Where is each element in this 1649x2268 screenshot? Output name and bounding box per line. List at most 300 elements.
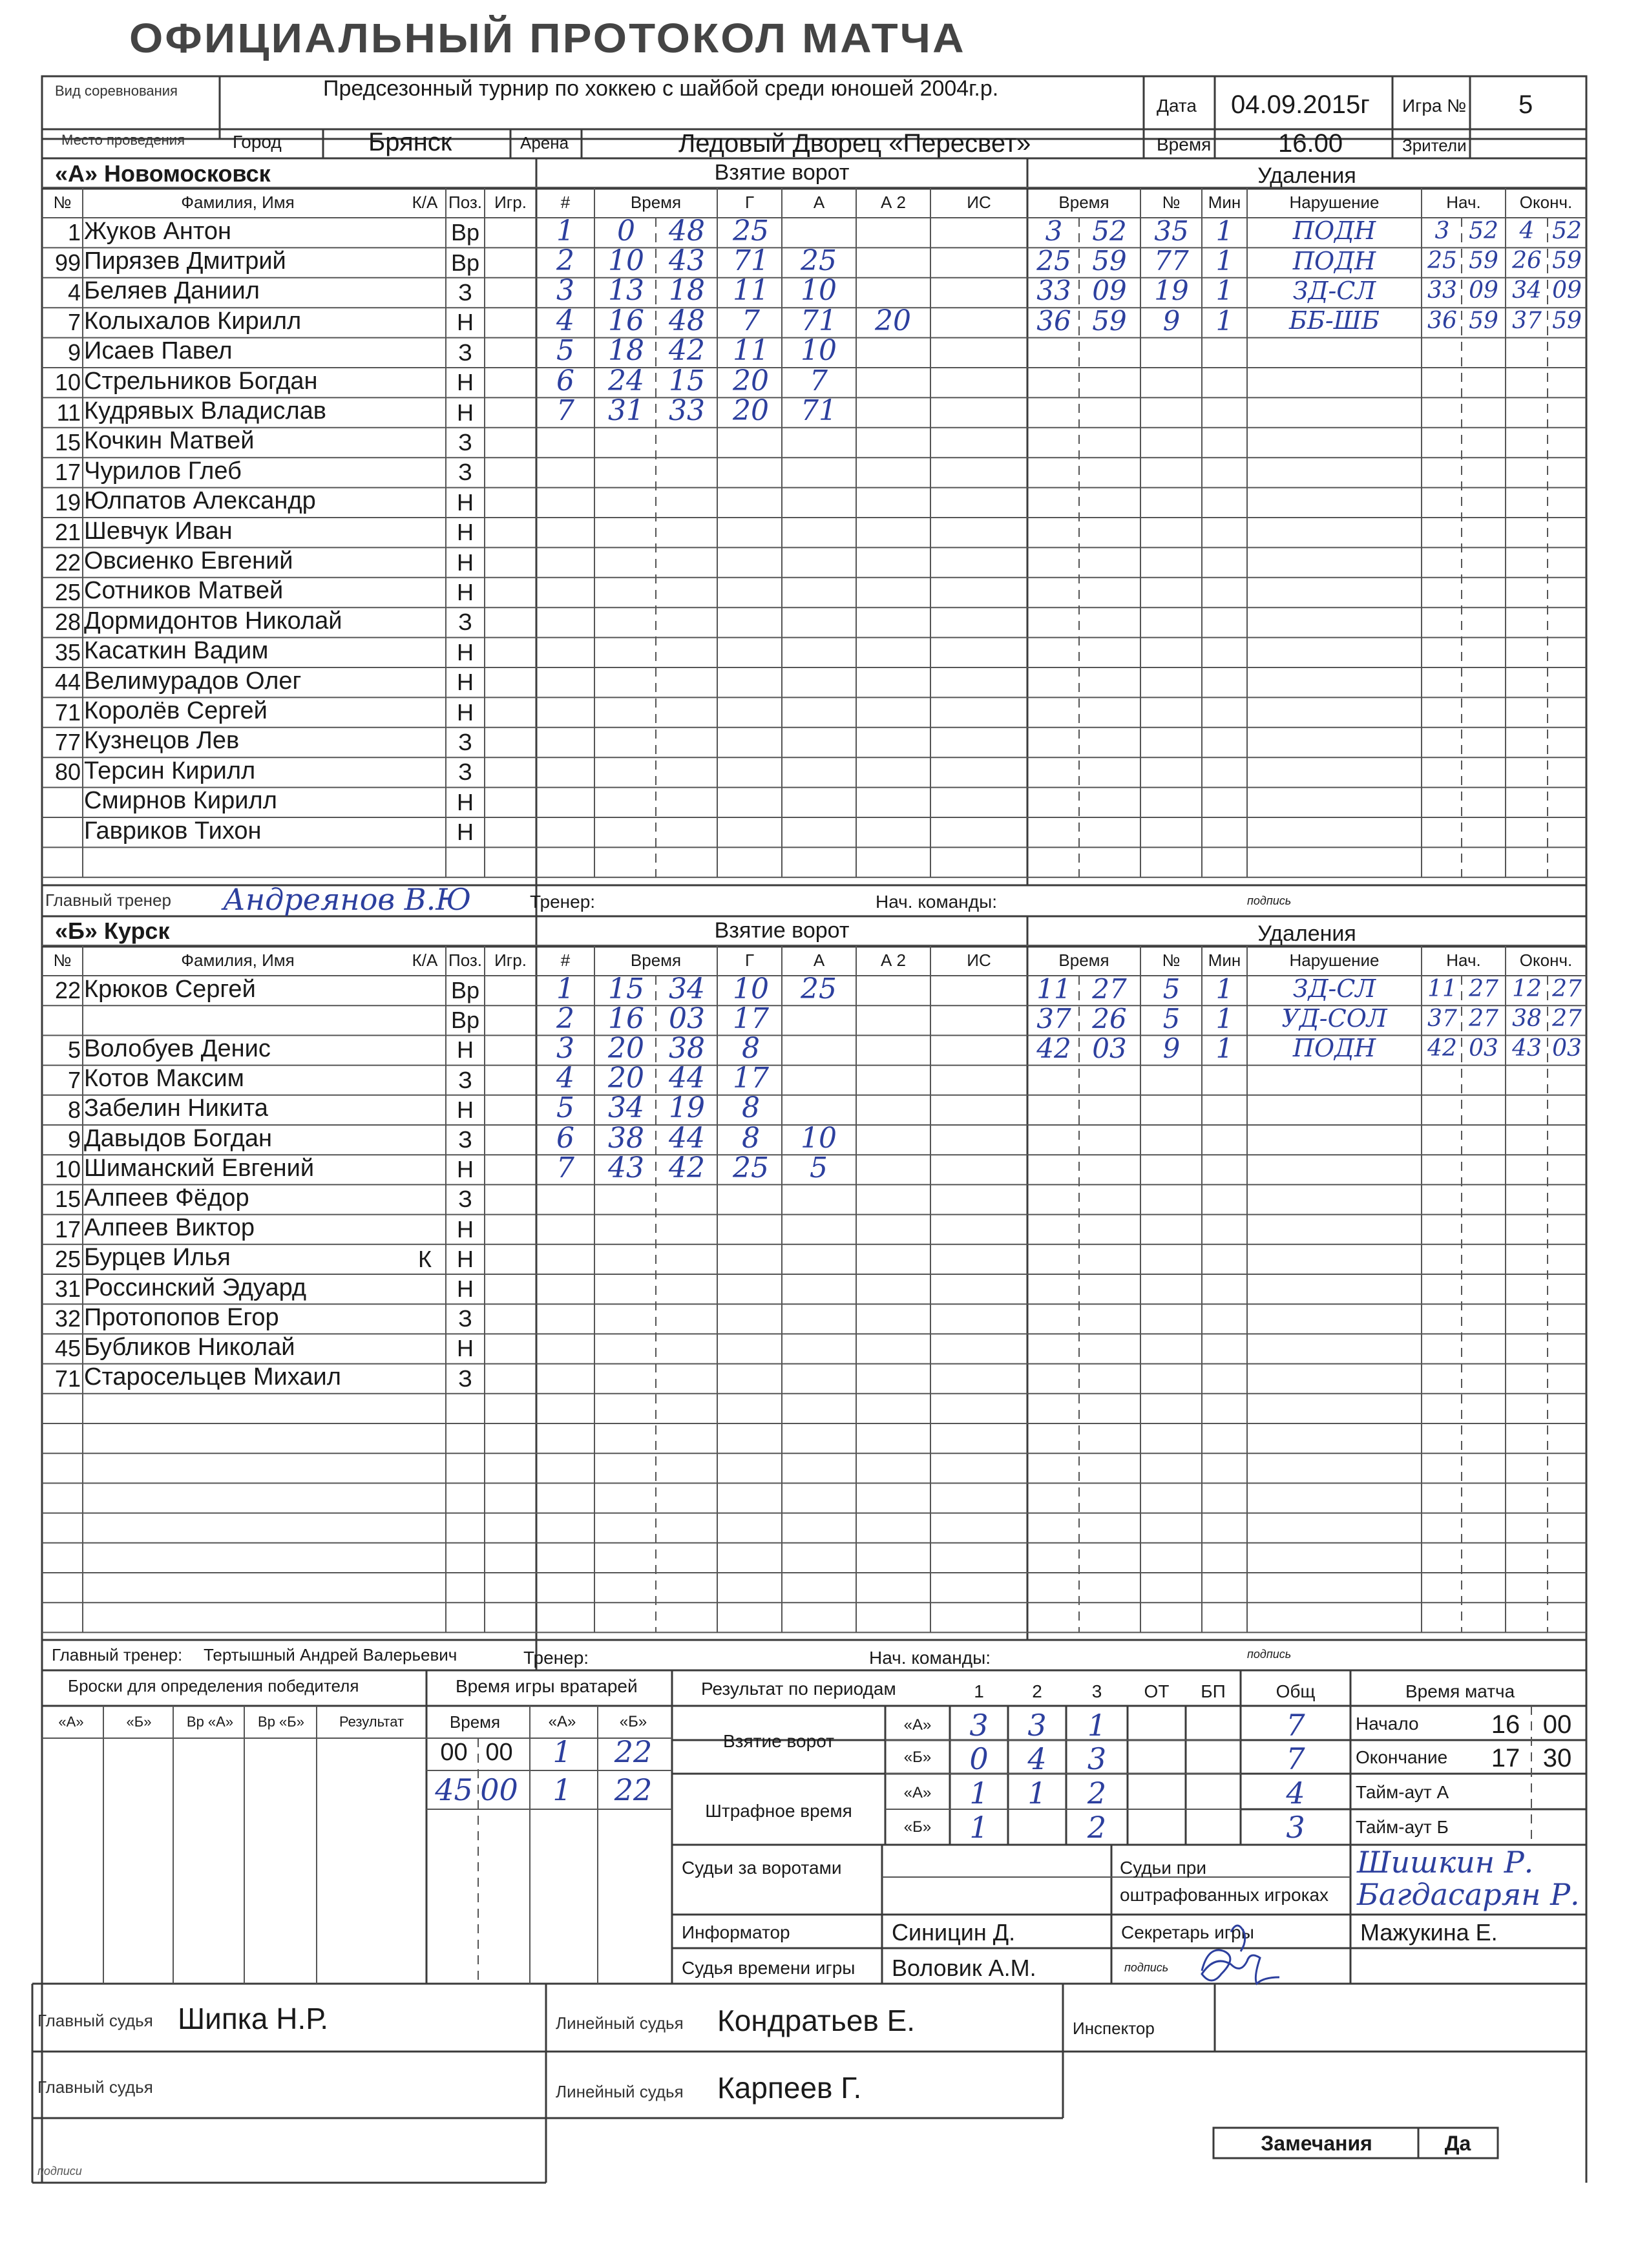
col-header-penalty-minutes: Мин <box>1208 950 1241 970</box>
penalty-judge-1: Шишкин Р. <box>1357 1845 1534 1880</box>
team-a-chief-label: Нач. команды: <box>876 892 997 912</box>
goalie-time-col-b: «Б» <box>619 1713 647 1730</box>
period-value-pen-a: 2 <box>1087 1777 1107 1809</box>
goal-second: 38 <box>669 1031 705 1065</box>
goal-assist-2 <box>857 214 929 247</box>
player-captain-flag <box>404 1005 446 1035</box>
goal-scorer: 25 <box>733 214 769 247</box>
goal-number: 3 <box>556 1031 574 1065</box>
player-position: Н <box>457 309 474 336</box>
penalty-player: 5 <box>1162 972 1181 1005</box>
period-value-goals-a: 3 <box>1027 1709 1047 1741</box>
goal-assist-1: 10 <box>801 274 837 308</box>
player-name: Давыдов Богдан <box>84 1124 272 1152</box>
player-name: Алпеев Фёдор <box>84 1184 249 1212</box>
goal-number: 5 <box>556 1091 574 1125</box>
team-a-signature-label: подпись <box>1247 894 1292 907</box>
player-position: Н <box>457 1036 474 1064</box>
penalty-second: 52 <box>1092 215 1127 247</box>
player-position: З <box>458 1066 472 1093</box>
col-header-number: № <box>53 950 72 970</box>
col-header-name: Фамилия, Имя <box>181 950 295 970</box>
team-b-chief-label: Нач. команды: <box>869 1648 991 1668</box>
player-number: 71 <box>54 698 81 726</box>
player-number: 4 <box>67 278 81 306</box>
goal-scorer: 11 <box>733 334 769 368</box>
penalty-minutes: 1 <box>1215 1002 1234 1034</box>
goalie-time-col-a: «А» <box>548 1713 576 1730</box>
col-header-goal-number: # <box>560 950 571 970</box>
period-value-goals-a: 3 <box>969 1709 989 1741</box>
match-start-hour: 16 <box>1491 1710 1520 1739</box>
goal-assist-2: 20 <box>875 304 911 337</box>
player-name: Алпеев Виктор <box>84 1214 255 1242</box>
goal-second: 48 <box>669 304 705 337</box>
penalty-infraction: ЗД-СЛ <box>1292 974 1376 1003</box>
col-header-goal-scorer: Г <box>744 192 755 212</box>
goalie-row-2-a: 1 <box>552 1774 572 1806</box>
player-name: Шевчук Иван <box>84 517 233 545</box>
period-col-1: 1 <box>974 1681 984 1701</box>
player-name: Крюков Сергей <box>84 975 256 1003</box>
penalty-start-min: 25 <box>1427 247 1457 275</box>
arena-label: Арена <box>520 133 569 152</box>
penalty-player: 9 <box>1162 304 1181 337</box>
player-number: 15 <box>54 428 81 456</box>
player-number: 10 <box>54 369 81 396</box>
match-date: 04.09.2015г <box>1231 90 1370 119</box>
goal-assist-1: 5 <box>810 1151 828 1184</box>
period-value-goals-b <box>1186 1743 1241 1775</box>
player-number: 9 <box>67 1126 81 1153</box>
player-captain-flag <box>404 976 446 1005</box>
player-name: Жуков Антон <box>84 217 232 245</box>
informer: Синицин Д. <box>892 1919 1016 1946</box>
periods-pen-team-a-label: «А» <box>903 1784 932 1801</box>
goal-assist-2 <box>857 1091 929 1125</box>
player-name: Дормидонтов Николай <box>84 607 342 635</box>
player-number: 28 <box>54 609 81 636</box>
goal-assist-2 <box>857 244 929 277</box>
period-value-goals-a: 7 <box>1286 1709 1305 1741</box>
goal-minute: 0 <box>617 214 635 247</box>
period-value-goals-a <box>1128 1709 1186 1741</box>
remarks-label: Замечания <box>1261 2131 1372 2155</box>
periods-pen-team-b-label: «Б» <box>903 1818 932 1836</box>
goal-scorer: 71 <box>733 244 769 278</box>
player-position: З <box>458 609 472 636</box>
team-a-coach: Андреянов В.Ю <box>223 882 472 917</box>
goal-assist-1: 25 <box>801 244 837 278</box>
penalty-infraction: ЗД-СЛ <box>1292 276 1376 305</box>
goal-second: 43 <box>669 244 705 278</box>
period-col-5: БП <box>1201 1681 1226 1701</box>
player-number: 25 <box>54 1245 81 1272</box>
col-header-name: Фамилия, Имя <box>181 192 295 212</box>
period-value-pen-b: 2 <box>1087 1811 1107 1843</box>
goal-assist-1: 7 <box>810 364 828 397</box>
head-ref-label-2: Главный судья <box>37 2077 153 2097</box>
goal-assist-2 <box>857 334 929 368</box>
goalie-row-1-b: 22 <box>614 1737 653 1766</box>
col-header-penalty-end: Оконч. <box>1519 192 1573 212</box>
player-number: 22 <box>54 549 81 576</box>
inspector-label: Инспектор <box>1073 2019 1155 2038</box>
shootout-col-a: «А» <box>58 1714 84 1730</box>
goal-assist-2 <box>857 1002 929 1035</box>
player-position: З <box>458 428 472 456</box>
period-col-4: ОТ <box>1144 1681 1170 1701</box>
player-name: Шиманский Евгений <box>84 1154 315 1182</box>
player-captain-flag <box>404 518 446 547</box>
penalty-end-sec: 27 <box>1552 975 1582 1002</box>
player-captain-flag <box>404 308 446 337</box>
penalty-judges-label: Судьи при оштрафованных игроках <box>1120 1858 1329 1905</box>
penalty-minute: 33 <box>1036 275 1071 307</box>
player-position: З <box>458 459 472 486</box>
player-number: 8 <box>67 1096 81 1123</box>
penalty-infraction: УД-СОЛ <box>1281 1004 1387 1033</box>
match-end-minute: 30 <box>1542 1743 1572 1772</box>
col-header-assist-2: А 2 <box>880 950 907 970</box>
penalty-infraction: ПОДН <box>1292 1034 1376 1063</box>
goal-assist-1 <box>783 1062 854 1095</box>
player-position: Н <box>457 488 474 516</box>
penalty-minutes: 1 <box>1215 304 1234 337</box>
player-number: 44 <box>54 669 81 696</box>
period-value-pen-a <box>1128 1777 1186 1809</box>
goalie-row-2-ss: 00 <box>480 1774 518 1806</box>
penalty-minute: 37 <box>1036 1002 1071 1034</box>
player-number: 77 <box>54 728 81 755</box>
penalty-minutes: 1 <box>1215 275 1234 307</box>
period-value-pen-a: 4 <box>1286 1777 1305 1809</box>
col-header-penalty-time: Время <box>1058 950 1109 970</box>
penalty-end-sec: 52 <box>1552 217 1582 244</box>
player-position: З <box>458 1186 472 1213</box>
goal-judges-label: Судьи за воротами <box>682 1858 842 1878</box>
team-b-trainer-label: Тренер: <box>523 1648 589 1668</box>
team-b-coach: Тертышный Андрей Валерьевич <box>204 1645 457 1664</box>
penalties-section-title: Удаления <box>1257 163 1356 188</box>
player-position: З <box>458 339 472 366</box>
goal-second: 42 <box>669 1151 705 1184</box>
goal-scorer: 10 <box>733 972 769 1005</box>
goal-assist-2 <box>857 1121 929 1155</box>
penalty-player: 19 <box>1154 275 1189 307</box>
goal-second: 18 <box>669 274 705 308</box>
player-captain-flag <box>404 428 446 457</box>
player-number <box>42 1005 81 1035</box>
player-position: З <box>458 1126 472 1153</box>
match-time: 16.00 <box>1278 129 1343 158</box>
player-number: 11 <box>56 399 81 426</box>
col-header-position: Поз. <box>448 950 482 970</box>
col-header-assist-1: А <box>813 950 825 970</box>
player-number <box>42 817 81 847</box>
period-value-goals-b: 7 <box>1286 1743 1305 1775</box>
penalty-start-sec: 09 <box>1469 277 1498 304</box>
player-captain-flag <box>404 397 446 427</box>
goal-number: 2 <box>556 244 574 278</box>
penalty-end-min: 38 <box>1512 1005 1542 1032</box>
goal-scorer: 17 <box>733 1002 769 1035</box>
player-captain-flag <box>404 728 446 757</box>
player-number: 7 <box>67 1066 81 1093</box>
player-name: Касаткин Вадим <box>84 637 269 665</box>
goal-number: 6 <box>556 1121 574 1155</box>
penalty-infraction: ПОДН <box>1292 246 1376 275</box>
match-end-label: Окончание <box>1356 1747 1448 1767</box>
player-position: Н <box>457 519 474 546</box>
player-captain-flag <box>404 697 446 727</box>
col-header-goal-number: # <box>560 192 571 212</box>
player-name: Гавриков Тихон <box>84 817 262 845</box>
goal-assist-2 <box>857 1151 929 1184</box>
goal-assist-1 <box>783 1031 854 1065</box>
player-name: Терсин Кирилл <box>84 757 256 784</box>
goal-minute: 18 <box>608 334 644 368</box>
goals-section-title: Взятие ворот <box>714 918 850 943</box>
player-name <box>84 1004 446 1034</box>
game-number: 5 <box>1518 90 1533 119</box>
goal-scorer: 8 <box>742 1121 760 1155</box>
player-captain-flag <box>404 667 446 697</box>
goalie-time-col-time: Время <box>449 1712 501 1732</box>
penalty-start-sec: 59 <box>1469 307 1498 334</box>
penalty-infraction: ПОДН <box>1292 216 1376 246</box>
goal-minute: 20 <box>608 1062 644 1095</box>
game-number-label: Игра № <box>1402 96 1467 116</box>
period-value-goals-b: 3 <box>1087 1743 1107 1775</box>
secretary: Мажукина Е. <box>1360 1919 1498 1946</box>
player-name: Юлпатов Александр <box>84 487 316 515</box>
penalty-start-sec: 27 <box>1469 975 1498 1002</box>
player-number: 19 <box>54 488 81 516</box>
player-number: 99 <box>54 249 81 276</box>
team-a-trainer-label: Тренер: <box>530 892 596 912</box>
player-position: Н <box>457 788 474 815</box>
goal-number: 6 <box>556 364 574 397</box>
goal-second: 03 <box>669 1002 705 1035</box>
player-number: 15 <box>54 1186 81 1213</box>
goal-assist-2 <box>857 1062 929 1095</box>
team-b-signature-label: подпись <box>1247 1648 1292 1661</box>
player-position: Вр <box>450 249 480 276</box>
player-number: 10 <box>54 1156 81 1183</box>
player-captain-flag: К <box>418 1245 432 1272</box>
player-captain-flag <box>404 1215 446 1244</box>
period-value-pen-b <box>1186 1811 1241 1843</box>
goalie-row-1-ss: 00 <box>485 1739 513 1766</box>
player-position: З <box>458 278 472 306</box>
penalty-minutes: 1 <box>1215 215 1234 247</box>
player-captain-flag <box>404 1095 446 1125</box>
player-name: Старосельцев Михаил <box>84 1363 341 1391</box>
remarks-value: Да <box>1444 2131 1471 2155</box>
player-position: Н <box>457 698 474 726</box>
secretary-label: Секретарь игры <box>1121 1922 1254 1942</box>
goal-number: 4 <box>556 1062 574 1095</box>
penalty-start-min: 11 <box>1427 975 1457 1002</box>
goal-scorer: 8 <box>742 1031 760 1065</box>
goal-number: 1 <box>556 214 574 247</box>
goal-scorer: 25 <box>733 1151 769 1184</box>
goal-scorer: 8 <box>742 1091 760 1125</box>
player-number <box>42 788 81 817</box>
player-number: 32 <box>54 1305 81 1332</box>
player-position: З <box>458 1365 472 1392</box>
goal-assist-1 <box>783 1002 854 1035</box>
goalie-row-1-mm: 00 <box>440 1739 468 1766</box>
goal-second: 34 <box>669 972 705 1005</box>
penalty-end-min: 34 <box>1512 277 1542 304</box>
penalty-minute: 11 <box>1036 972 1071 1005</box>
goal-second: 48 <box>669 214 705 247</box>
date-label: Дата <box>1157 96 1197 116</box>
goal-scorer: 20 <box>733 364 769 397</box>
goal-second: 33 <box>669 394 705 428</box>
player-number: 21 <box>54 519 81 546</box>
col-header-assist-2: А 2 <box>880 192 907 212</box>
period-value-goals-b: 4 <box>1027 1743 1047 1775</box>
player-name: Бурцев Илья <box>84 1244 231 1272</box>
player-number: 17 <box>54 459 81 486</box>
goal-assist-1: 71 <box>801 304 837 337</box>
player-captain-flag <box>404 1274 446 1304</box>
goal-minute: 16 <box>608 1002 644 1035</box>
penalty-end-min: 37 <box>1512 307 1542 334</box>
goal-assist-2 <box>857 1031 929 1065</box>
player-captain-flag <box>404 368 446 397</box>
player-position: Н <box>457 399 474 426</box>
player-captain-flag <box>404 1364 446 1394</box>
player-number: 80 <box>54 759 81 786</box>
player-name: Велимурадов Олег <box>84 667 302 695</box>
player-number: 22 <box>54 977 81 1004</box>
goal-minute: 43 <box>608 1151 644 1184</box>
player-number: 7 <box>67 309 81 336</box>
player-number: 35 <box>54 638 81 666</box>
player-captain-flag <box>404 547 446 577</box>
penalty-second: 59 <box>1092 304 1127 337</box>
competition-name: Предсезонный турнир по хоккею с шайбой среди юношей 2004г.р. <box>323 76 999 101</box>
penalty-start-min: 3 <box>1434 217 1450 244</box>
timekeeper-label: Судья времени игры <box>682 1958 856 1978</box>
player-name: Кузнецов Лев <box>84 727 240 755</box>
col-header-penalty-player: № <box>1162 192 1181 212</box>
linesman-2: Карпеев Г. <box>717 2071 862 2105</box>
goal-assist-2 <box>857 274 929 308</box>
penalty-second: 26 <box>1092 1002 1127 1034</box>
player-number: 1 <box>67 219 81 246</box>
player-position: Н <box>457 819 474 846</box>
player-position: З <box>458 759 472 786</box>
player-captain-flag <box>404 488 446 518</box>
goal-minute: 15 <box>608 972 644 1005</box>
goal-number: 4 <box>556 304 574 337</box>
goal-number: 7 <box>556 394 574 428</box>
penalty-second: 09 <box>1092 275 1127 307</box>
penalty-end-min: 26 <box>1512 247 1542 275</box>
goal-second: 44 <box>669 1121 705 1155</box>
periods-title: Результат по периодам <box>701 1679 896 1699</box>
period-value-pen-a: 1 <box>969 1777 989 1809</box>
col-header-games: Игр. <box>494 950 527 970</box>
penalty-start-min: 42 <box>1427 1034 1457 1062</box>
player-name: Чурилов Глеб <box>84 457 242 485</box>
signatures-label: подписи <box>37 2165 82 2178</box>
player-captain-flag <box>404 457 446 487</box>
player-name: Кочкин Матвей <box>84 427 255 455</box>
goal-minute: 34 <box>608 1091 644 1125</box>
player-position: З <box>458 728 472 755</box>
goal-second: 19 <box>669 1091 705 1125</box>
goal-scorer: 17 <box>733 1062 769 1095</box>
shootout-col-b: «Б» <box>126 1714 152 1730</box>
col-header-penalty-end: Оконч. <box>1519 950 1573 970</box>
period-value-goals-b <box>1128 1743 1186 1775</box>
col-header-infraction: Нарушение <box>1289 192 1380 212</box>
player-name: Овсиенко Евгений <box>84 547 293 575</box>
penalty-minutes: 1 <box>1215 1032 1234 1064</box>
col-header-goal-time: Время <box>630 192 682 212</box>
player-name: Стрельников Богдан <box>84 367 318 395</box>
goal-minute: 13 <box>608 274 644 308</box>
col-header-number: № <box>53 192 72 212</box>
goalie-row-2-b: 22 <box>614 1774 653 1806</box>
col-header-ka: К/А <box>412 950 438 970</box>
penalty-start-sec: 52 <box>1469 217 1498 244</box>
penalty-start-min: 33 <box>1427 277 1457 304</box>
goal-assist-2 <box>857 364 929 397</box>
shootout-col-result: Результат <box>339 1714 404 1730</box>
goal-second: 42 <box>669 334 705 368</box>
col-header-is: ИС <box>967 192 991 212</box>
penalty-minute: 36 <box>1036 304 1071 337</box>
player-position: Вр <box>450 977 480 1004</box>
goal-second: 44 <box>669 1062 705 1095</box>
period-col-3: 3 <box>1091 1681 1102 1701</box>
col-header-assist-1: А <box>813 192 825 212</box>
venue-label: Место проведения <box>61 132 185 148</box>
periods-goals-team-a-label: «А» <box>903 1716 932 1734</box>
player-number: 5 <box>67 1036 81 1064</box>
penalty-end-min: 4 <box>1519 217 1535 244</box>
timekeeper: Воловик А.М. <box>892 1955 1036 1981</box>
penalty-end-sec: 03 <box>1552 1034 1582 1062</box>
player-name: Сотников Матвей <box>84 577 284 605</box>
team-b-coach-label: Главный тренер: <box>52 1645 183 1664</box>
secretary-signature-label: подпись <box>1124 1961 1169 1974</box>
penalty-minute: 25 <box>1036 245 1071 277</box>
goal-assist-1: 10 <box>801 1121 837 1155</box>
goal-minute: 16 <box>608 304 644 337</box>
player-position: Н <box>457 1276 474 1303</box>
goal-assist-2 <box>857 972 929 1005</box>
player-name: Забелин Никита <box>84 1095 268 1122</box>
penalty-judge-2: Багдасарян Р. <box>1357 1877 1580 1912</box>
goal-assist-1 <box>783 1091 854 1125</box>
penalty-minutes: 1 <box>1215 972 1234 1005</box>
penalty-second: 27 <box>1092 972 1127 1005</box>
linesman-label-2: Линейный судья <box>556 2082 684 2101</box>
penalty-player: 77 <box>1154 245 1189 277</box>
penalties-section-title: Удаления <box>1257 921 1356 946</box>
player-captain-flag <box>404 1066 446 1095</box>
goal-minute: 38 <box>608 1121 644 1155</box>
document-title: ОФИЦИАЛЬНЫЙ ПРОТОКОЛ МАТЧА <box>129 15 966 61</box>
